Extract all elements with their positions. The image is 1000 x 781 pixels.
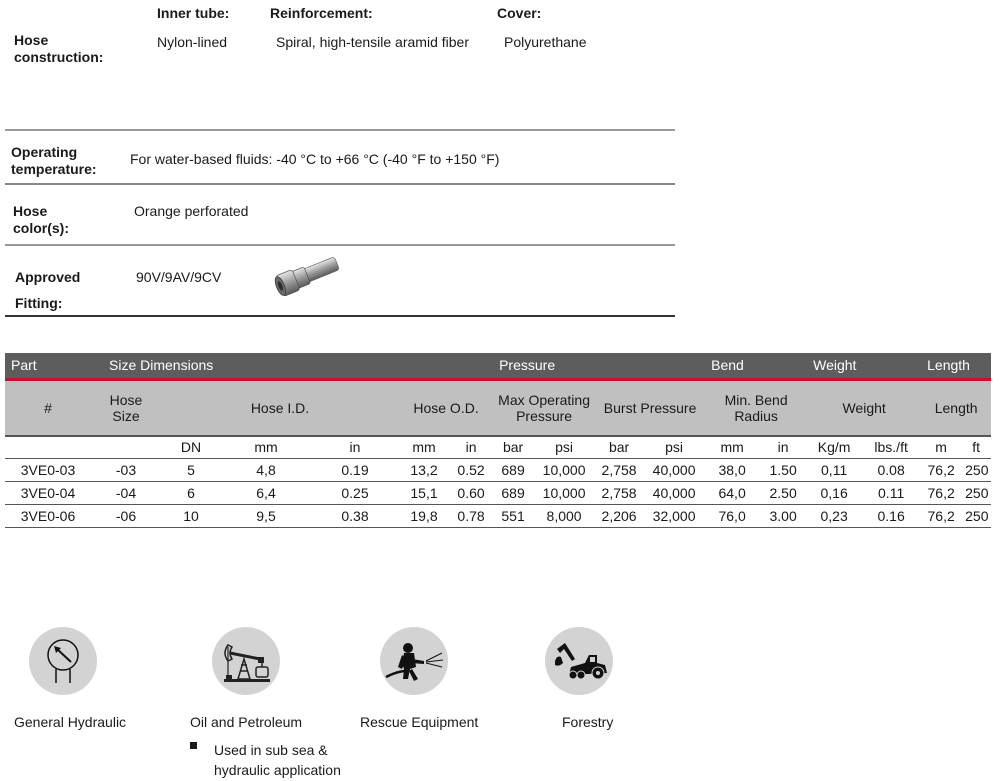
- sub-header-line: Hose: [109, 391, 143, 408]
- table-cell: 76,2: [921, 458, 961, 481]
- unit-cell: in: [311, 436, 399, 458]
- approved-fitting-value: 90V/9AV/9CV: [136, 269, 222, 285]
- unit-cell: in: [759, 436, 807, 458]
- table-cell: 0,23: [807, 504, 861, 527]
- pressure-gauge-icon: [29, 627, 97, 695]
- part-number-cell: 3VE0-06: [5, 504, 91, 527]
- approved-fitting-label-line2: Fitting:: [15, 295, 63, 311]
- table-cell: 250: [961, 458, 991, 481]
- unit-cell: m: [921, 436, 961, 458]
- table-cell: 6: [161, 481, 221, 504]
- operating-temperature-label: [11, 144, 97, 178]
- unit-cell: lbs./ft: [861, 436, 921, 458]
- table-cell: 13,2: [399, 458, 449, 481]
- oil-pump-jack-icon: [212, 627, 280, 695]
- application-label-general-hydraulic: General Hydraulic: [14, 714, 127, 730]
- table-cell: 38,0: [705, 458, 759, 481]
- table-cell: 0.25: [311, 481, 399, 504]
- inner-tube-heading: Inner tube:: [157, 5, 230, 21]
- table-cell: 3.00: [759, 504, 807, 527]
- table-cell: 32,000: [643, 504, 705, 527]
- table-cell: 5: [161, 458, 221, 481]
- divider: [5, 129, 675, 131]
- table-cell: 10,000: [533, 481, 595, 504]
- reinforcement-value: Spiral, high-tensile aramid fiber: [276, 34, 469, 50]
- table-cell: 2.50: [759, 481, 807, 504]
- bullet-line: Used in sub sea &: [214, 742, 328, 758]
- table-cell: 551: [493, 504, 533, 527]
- group-header-weight: Weight: [813, 357, 857, 374]
- table-cell: 76,2: [921, 481, 961, 504]
- sub-header-min-bend-radius: [705, 379, 807, 436]
- table-cell: 40,000: [643, 481, 705, 504]
- divider: [5, 244, 675, 246]
- unit-cell: mm: [399, 436, 449, 458]
- unit-cell: [91, 436, 161, 458]
- table-cell: 10: [161, 504, 221, 527]
- group-header-size-dimensions: Size Dimensions: [109, 357, 214, 374]
- table-cell: 2,758: [595, 481, 643, 504]
- table-cell: 10,000: [533, 458, 595, 481]
- hose-colors-label: [13, 203, 69, 237]
- sub-header-max-operating-pressure: [493, 379, 595, 436]
- sub-header-line: Pressure: [516, 407, 573, 424]
- sub-header-weight: Weight: [842, 399, 886, 416]
- sub-header-hose-size: [91, 379, 161, 436]
- sub-header-row: [5, 379, 991, 436]
- unit-cell: bar: [493, 436, 533, 458]
- approved-fitting-label-line1: Approved: [15, 269, 81, 285]
- table-cell: 6,4: [221, 481, 311, 504]
- table-cell: -03: [91, 458, 161, 481]
- table-cell: 0.16: [861, 504, 921, 527]
- table-cell: 76,2: [921, 504, 961, 527]
- label-line: Operating: [11, 144, 78, 160]
- table-cell: 9,5: [221, 504, 311, 527]
- sub-header-line: Size: [112, 407, 140, 424]
- part-number-cell: 3VE0-04: [5, 481, 91, 504]
- cover-value: Polyurethane: [504, 34, 587, 50]
- hose-fitting-image: [272, 252, 344, 302]
- units-row: [5, 436, 991, 458]
- application-label-rescue-equipment: Rescue Equipment: [360, 714, 479, 730]
- unit-cell: DN: [161, 436, 221, 458]
- table-cell: 0.52: [449, 458, 493, 481]
- firefighter-hose-icon: [380, 627, 448, 695]
- label-line: construction:: [14, 49, 104, 65]
- hose-colors-value: Orange perforated: [134, 203, 249, 219]
- unit-cell: bar: [595, 436, 643, 458]
- table-cell: 0.19: [311, 458, 399, 481]
- sub-header-burst-pressure: Burst Pressure: [603, 399, 697, 416]
- unit-cell: psi: [533, 436, 595, 458]
- sub-header-line: Radius: [734, 407, 778, 424]
- group-header-length: Length: [927, 357, 970, 374]
- table-cell: 19,8: [399, 504, 449, 527]
- table-row: [5, 458, 991, 481]
- table-cell: 0.60: [449, 481, 493, 504]
- forestry-harvester-icon: [545, 627, 613, 695]
- table-row: [5, 504, 991, 527]
- unit-cell: mm: [221, 436, 311, 458]
- table-cell: 64,0: [705, 481, 759, 504]
- sub-header-line: Max Operating: [498, 391, 590, 408]
- sub-header-hose-id: Hose I.D.: [250, 399, 310, 416]
- table-cell: 0,16: [807, 481, 861, 504]
- table-cell: 689: [493, 458, 533, 481]
- hose-construction-label: [14, 32, 103, 66]
- unit-cell: Kg/m: [807, 436, 861, 458]
- table-cell: 0.38: [311, 504, 399, 527]
- table-cell: -04: [91, 481, 161, 504]
- table-cell: 15,1: [399, 481, 449, 504]
- sub-header-hose-od: Hose O.D.: [413, 399, 479, 416]
- table-cell: 250: [961, 481, 991, 504]
- table-cell: 0.08: [861, 458, 921, 481]
- bullet-marker: [190, 742, 197, 749]
- inner-tube-value: Nylon-lined: [157, 34, 228, 50]
- group-header-part: Part: [11, 357, 37, 374]
- table-cell: 1.50: [759, 458, 807, 481]
- label-line: temperature:: [11, 161, 97, 177]
- unit-cell: mm: [705, 436, 759, 458]
- unit-cell: in: [449, 436, 493, 458]
- label-line: Hose: [13, 203, 48, 219]
- sub-header-part-number: #: [44, 399, 52, 416]
- operating-temperature-value: For water-based fluids: -40 °C to +66 °C (-40 °F to +150 °F): [130, 151, 500, 167]
- label-line: color(s):: [13, 220, 69, 236]
- unit-cell: ft: [961, 436, 991, 458]
- group-header-pressure: Pressure: [499, 357, 556, 374]
- oil-petroleum-bullet-text: [214, 740, 341, 780]
- table-cell: 76,0: [705, 504, 759, 527]
- table-cell: 250: [961, 504, 991, 527]
- group-header-row: [5, 353, 991, 379]
- table-cell: 8,000: [533, 504, 595, 527]
- table-cell: 0.78: [449, 504, 493, 527]
- table-cell: 2,758: [595, 458, 643, 481]
- table-cell: 2,206: [595, 504, 643, 527]
- specification-table: [5, 353, 991, 528]
- part-number-cell: 3VE0-03: [5, 458, 91, 481]
- table-cell: -06: [91, 504, 161, 527]
- cover-heading: Cover:: [497, 5, 542, 21]
- bullet-line: hydraulic application: [214, 762, 341, 778]
- label-line: Hose: [14, 32, 49, 48]
- unit-cell: [5, 436, 91, 458]
- application-label-oil-petroleum: Oil and Petroleum: [190, 714, 303, 730]
- group-header-bend: Bend: [711, 357, 744, 374]
- table-cell: 0,11: [807, 458, 861, 481]
- table-cell: 4,8: [221, 458, 311, 481]
- sub-header-line: Min. Bend: [724, 391, 788, 408]
- table-cell: 689: [493, 481, 533, 504]
- divider: [5, 315, 675, 317]
- table-cell: 40,000: [643, 458, 705, 481]
- table-row: [5, 481, 991, 504]
- application-label-forestry: Forestry: [562, 714, 614, 730]
- reinforcement-heading: Reinforcement:: [270, 5, 373, 21]
- table-cell: 0.11: [861, 481, 921, 504]
- unit-cell: psi: [643, 436, 705, 458]
- divider: [5, 183, 675, 185]
- sub-header-length: Length: [934, 399, 978, 416]
